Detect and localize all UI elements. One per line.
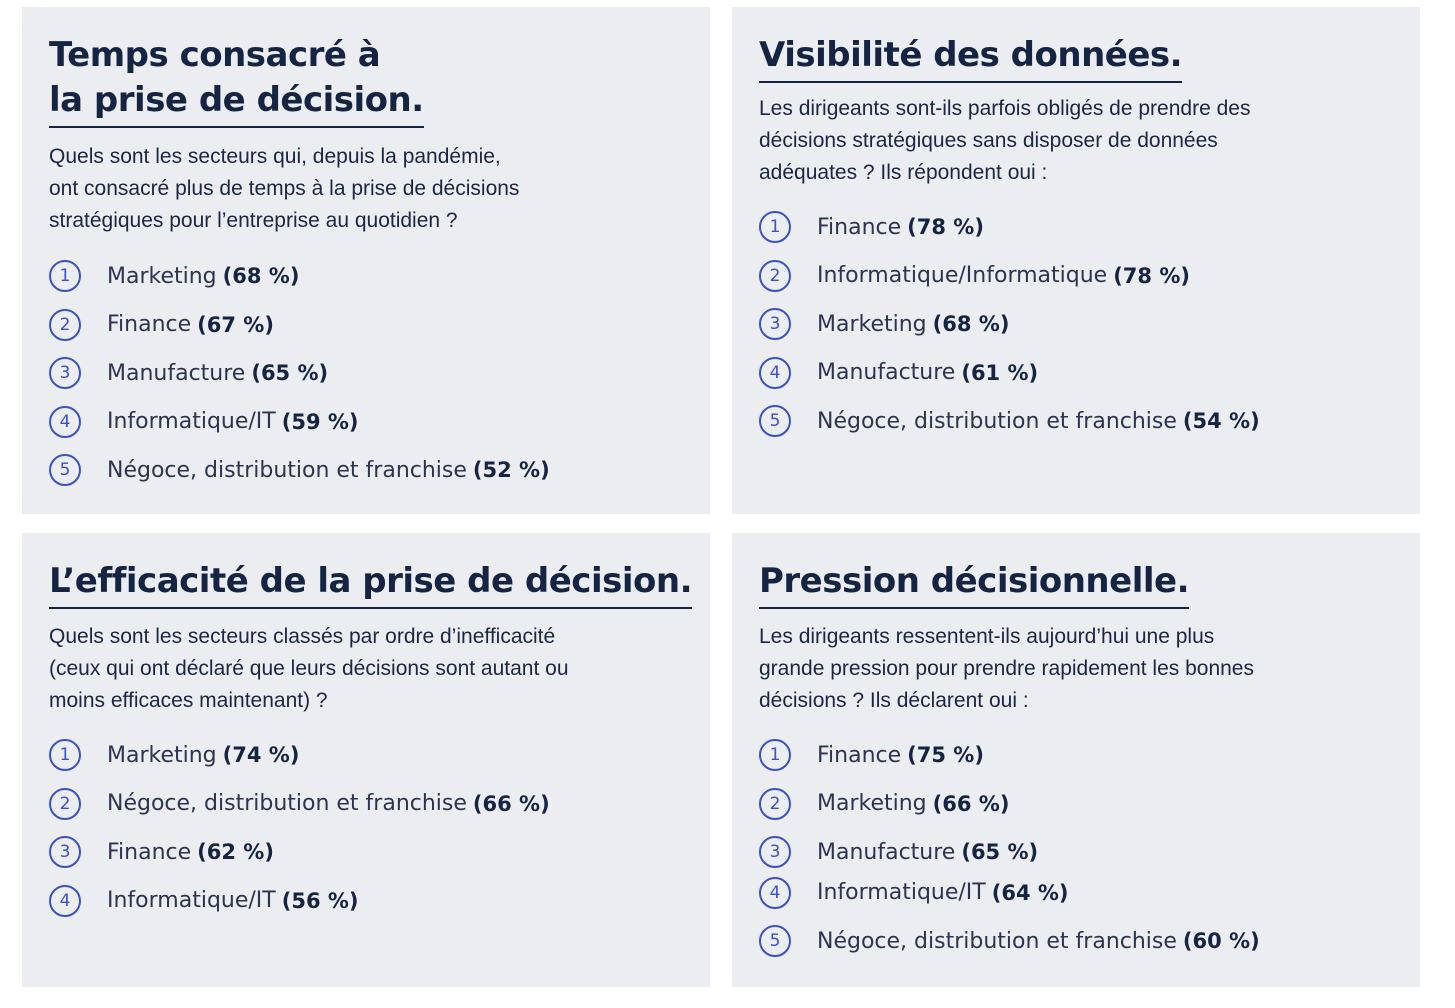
list-item bbox=[759, 786, 1260, 822]
sector-label: Informatique/IT bbox=[107, 409, 276, 435]
list-item bbox=[759, 209, 1260, 245]
list-item bbox=[49, 355, 550, 391]
sector-label: Manufacture bbox=[817, 360, 956, 386]
panel-question: Les dirigeants sont-ils parfois obligés de prendre des décisions stratégiques sans disposer de données adéquates ? Ils répondent oui : bbox=[759, 97, 1251, 184]
rank-number-badge: 4 bbox=[759, 357, 791, 389]
panel-decision-efficiency bbox=[22, 533, 710, 987]
rank-number-badge: 3 bbox=[49, 836, 81, 868]
rank-number-badge: 4 bbox=[759, 877, 791, 909]
rank-number-badge: 5 bbox=[759, 405, 791, 437]
percentage-value: (54 %) bbox=[1182, 409, 1260, 434]
rank-number-badge: 3 bbox=[759, 308, 791, 340]
rank-number-badge: 4 bbox=[49, 406, 81, 438]
ranking-list bbox=[49, 737, 550, 931]
panel-data-visibility bbox=[732, 7, 1420, 514]
sector-label: Informatique/IT bbox=[817, 880, 986, 906]
sector-label: Finance bbox=[107, 839, 192, 865]
percentage-value: (78 %) bbox=[1113, 263, 1190, 288]
sector-label: Finance bbox=[817, 214, 902, 240]
panel-title: Temps consacré à la prise de décision. bbox=[49, 33, 424, 128]
list-item bbox=[759, 834, 1260, 870]
percentage-value: (74 %) bbox=[222, 743, 300, 767]
panel-title: L’efficacité de la prise de décision. bbox=[49, 559, 692, 609]
sector-label: Négoce, distribution et franchise bbox=[107, 791, 467, 817]
list-item bbox=[49, 786, 550, 822]
sector-label: Informatique/Informatique bbox=[817, 263, 1108, 289]
list-item bbox=[759, 923, 1260, 959]
percentage-value: (52 %) bbox=[472, 458, 550, 483]
rank-number-badge: 5 bbox=[759, 925, 791, 957]
list-item bbox=[49, 307, 550, 343]
sector-label: Marketing bbox=[817, 791, 927, 817]
sector-label: Marketing bbox=[817, 311, 927, 337]
sector-label: Négoce, distribution et franchise bbox=[107, 457, 467, 483]
rank-number-badge: 3 bbox=[759, 836, 791, 868]
percentage-value: (65 %) bbox=[251, 361, 329, 386]
rank-number-badge: 4 bbox=[49, 885, 81, 917]
list-item bbox=[759, 403, 1260, 439]
sector-label: Négoce, distribution et franchise bbox=[817, 408, 1177, 434]
rank-number-badge: 1 bbox=[759, 739, 791, 771]
list-item bbox=[49, 258, 550, 294]
list-item bbox=[759, 737, 1260, 773]
panel-question: Quels sont les secteurs qui, depuis la pandémie, ont consacré plus de temps à la prise de décisions stratégiques pour l’entreprise au quotidien ? bbox=[49, 145, 520, 232]
sector-label: Informatique/IT bbox=[107, 888, 276, 914]
sector-label: Finance bbox=[817, 742, 902, 768]
percentage-value: (68 %) bbox=[222, 264, 300, 288]
percentage-value: (67 %) bbox=[197, 312, 274, 337]
percentage-value: (78 %) bbox=[907, 215, 984, 239]
percentage-value: (61 %) bbox=[961, 360, 1039, 385]
percentage-value: (56 %) bbox=[281, 888, 359, 913]
list-item bbox=[759, 875, 1260, 911]
panel-decision-pressure bbox=[732, 533, 1420, 987]
rank-number-badge: 2 bbox=[759, 788, 791, 820]
percentage-value: (66 %) bbox=[932, 791, 1010, 816]
panel-title: Pression décisionnelle. bbox=[759, 559, 1189, 609]
list-item bbox=[49, 834, 550, 870]
sector-label: Finance bbox=[107, 312, 192, 338]
percentage-value: (68 %) bbox=[932, 312, 1010, 337]
list-item bbox=[49, 737, 550, 773]
rank-number-badge: 5 bbox=[49, 454, 81, 486]
list-item bbox=[759, 258, 1260, 294]
ranking-list bbox=[759, 737, 1260, 972]
percentage-value: (66 %) bbox=[472, 791, 550, 816]
ranking-list bbox=[759, 209, 1260, 452]
list-item bbox=[49, 452, 550, 488]
percentage-value: (60 %) bbox=[1182, 929, 1260, 954]
rank-number-badge: 1 bbox=[49, 739, 81, 771]
percentage-value: (59 %) bbox=[281, 409, 359, 434]
list-item bbox=[49, 883, 550, 919]
rank-number-badge: 2 bbox=[759, 260, 791, 292]
sector-label: Marketing bbox=[107, 263, 217, 289]
percentage-value: (65 %) bbox=[961, 840, 1039, 865]
rank-number-badge: 2 bbox=[49, 788, 81, 820]
sector-label: Négoce, distribution et franchise bbox=[817, 928, 1177, 954]
rank-number-badge: 2 bbox=[49, 309, 81, 341]
panel-question: Quels sont les secteurs classés par ordre d’inefficacité (ceux qui ont déclaré que leurs décisions sont autant ou moins efficaces maintenant) ? bbox=[49, 625, 569, 712]
panel-decision-time bbox=[22, 7, 710, 514]
panel-title: Visibilité des données. bbox=[759, 33, 1182, 83]
rank-number-badge: 1 bbox=[49, 260, 81, 292]
ranking-list bbox=[49, 258, 550, 501]
sector-label: Manufacture bbox=[107, 360, 246, 386]
panel-question: Les dirigeants ressentent-ils aujourd’hui une plus grande pression pour prendre rapidement les bonnes décisions ? Ils déclarent oui : bbox=[759, 625, 1254, 712]
list-item bbox=[759, 306, 1260, 342]
percentage-value: (62 %) bbox=[197, 840, 274, 865]
sector-label: Marketing bbox=[107, 742, 217, 768]
rank-number-badge: 1 bbox=[759, 211, 791, 243]
list-item bbox=[759, 355, 1260, 391]
rank-number-badge: 3 bbox=[49, 357, 81, 389]
list-item bbox=[49, 404, 550, 440]
sector-label: Manufacture bbox=[817, 839, 956, 865]
percentage-value: (64 %) bbox=[991, 880, 1069, 905]
percentage-value: (75 %) bbox=[907, 743, 984, 767]
